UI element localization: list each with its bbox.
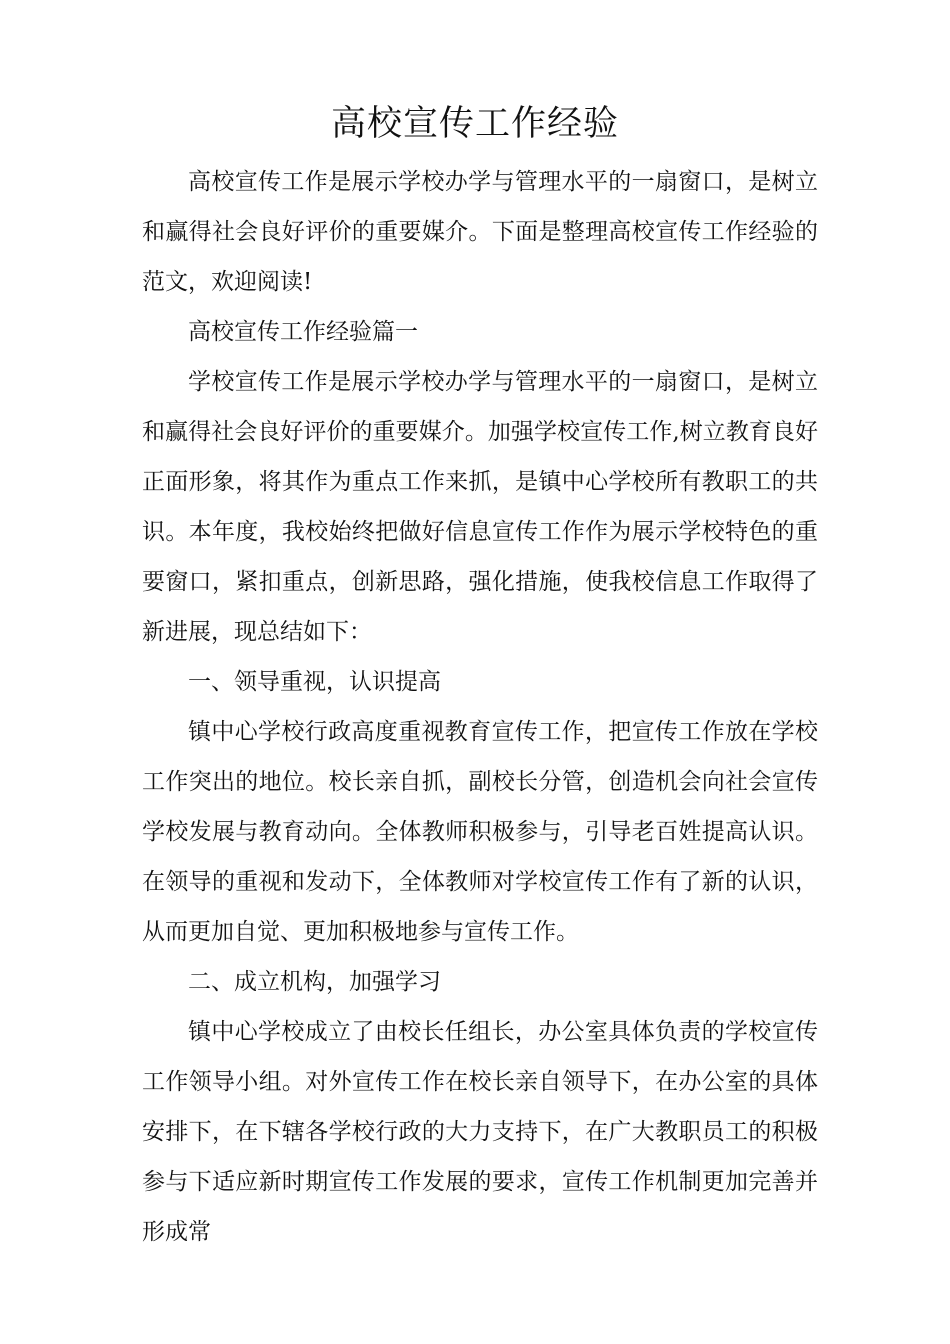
- section-heading: 二、成立机构，加强学习: [188, 969, 441, 995]
- section-heading: 一、领导重视，认识提高: [188, 669, 441, 695]
- document-body: [142, 157, 818, 1257]
- section-heading-part-one: 高校宣传工作经验篇一: [188, 319, 418, 345]
- intro-paragraph: 高校宣传工作是展示学校办学与管理水平的一扇窗口，是树立和赢得社会良好评价的重要媒介。下面是整理高校宣传工作经验的范文，欢迎阅读!: [142, 169, 818, 295]
- body-paragraph: 学校宣传工作是展示学校办学与管理水平的一扇窗口，是树立和赢得社会良好评价的重要媒介。加强学校宣传工作,树立教育良好正面形象，将其作为重点工作来抓，是镇中心学校所有教职工的共识。本年度，我校始终把做好信息宣传工作作为展示学校特色的重要窗口，紧扣重点，创新思路，强化措施，使我校信息工作取得了新进展，现总结如下：: [142, 369, 818, 645]
- body-paragraph: 镇中心学校行政高度重视教育宣传工作，把宣传工作放在学校工作突出的地位。校长亲自抓，副校长分管，创造机会向社会宣传学校发展与教育动向。全体教师积极参与，引导老百姓提高认识。在领导的重视和发动下，全体教师对学校宣传工作有了新的认识，从而更加自觉、更加积极地参与宣传工作。: [142, 719, 818, 945]
- document-title: 高校宣传工作经验: [330, 104, 619, 144]
- body-paragraph: 镇中心学校成立了由校长任组长，办公室具体负责的学校宣传工作领导小组。对外宣传工作在校长亲自领导下，在办公室的具体安排下，在下辖各学校行政的大力支持下，在广大教职员工的积极参与下适应新时期宣传工作发展的要求，宣传工作机制更加完善并形成常: [142, 1019, 818, 1245]
